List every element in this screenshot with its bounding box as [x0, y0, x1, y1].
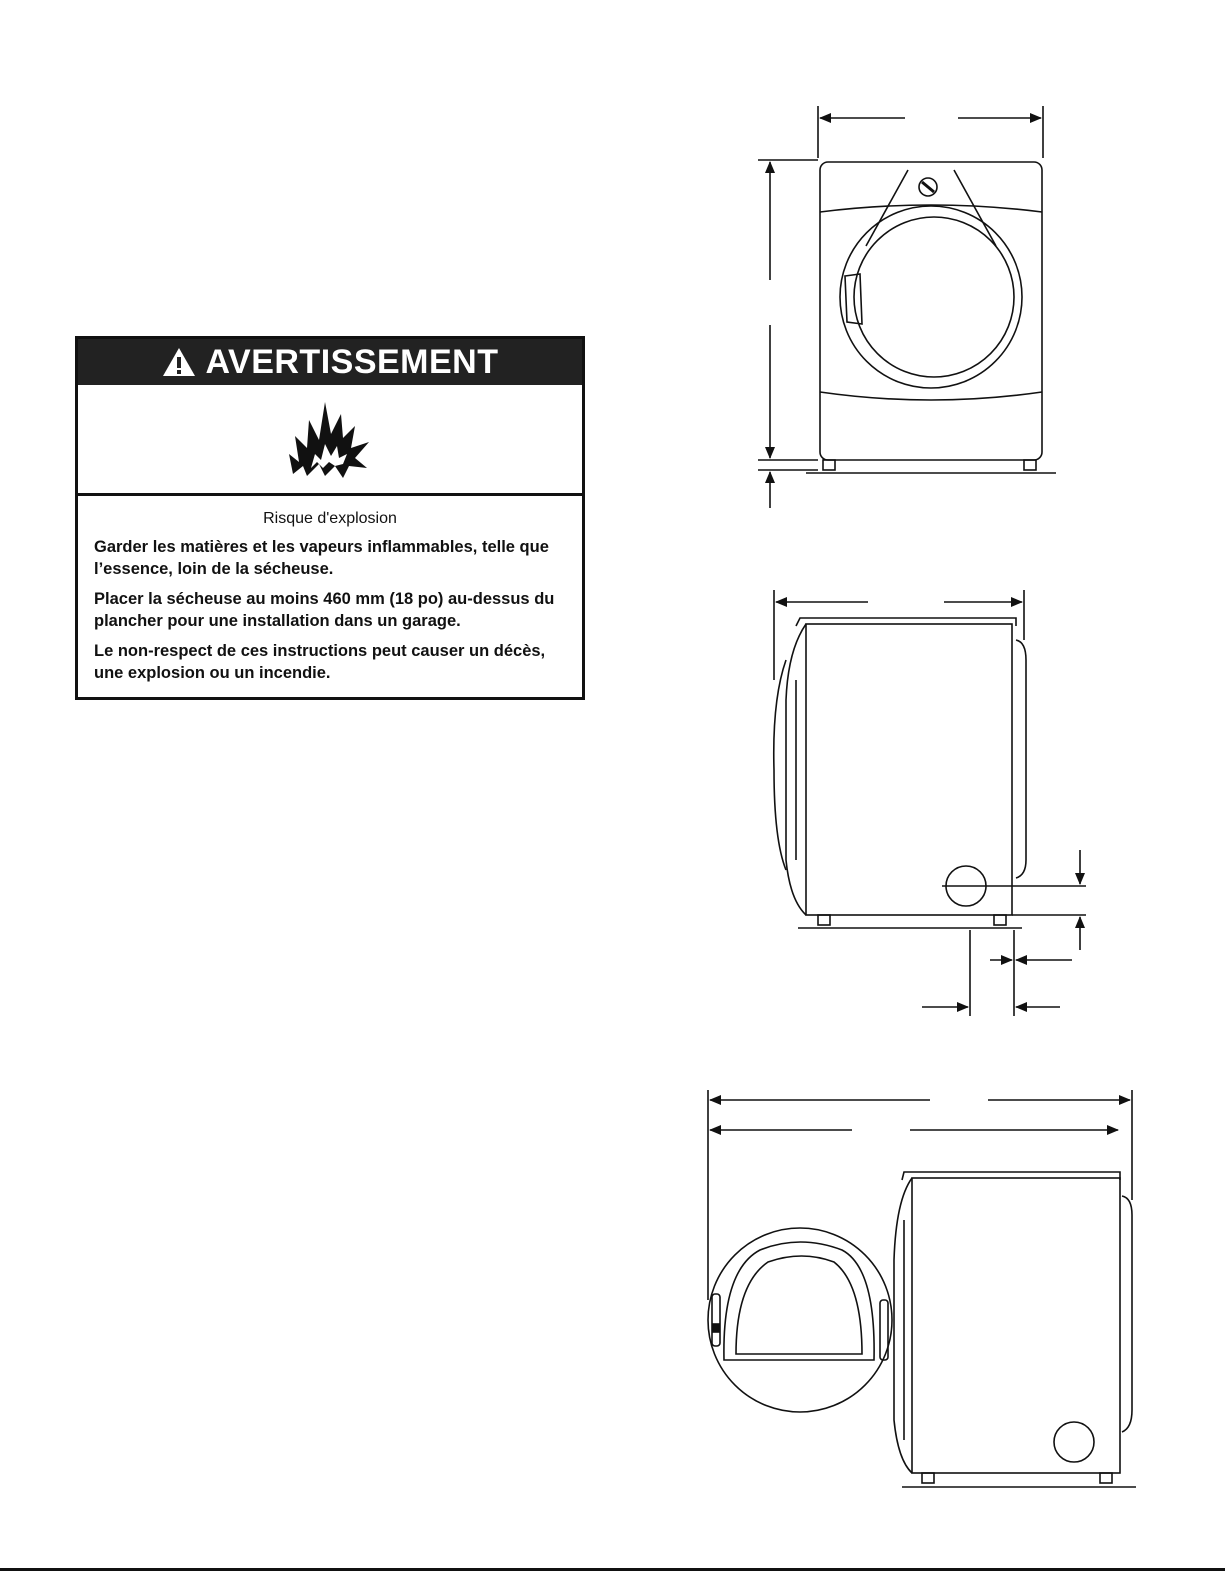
warning-line-2: Placer la sécheuse au moins 460 mm (18 po) au-dessus du plancher pour une installation dans un garage. [94, 590, 555, 630]
page-bottom-rule [0, 1568, 1225, 1571]
warning-heading: AVERTISSEMENT [205, 342, 499, 381]
door-open-view-drawing [708, 1090, 1136, 1487]
warning-line-1: Garder les matières et les vapeurs inflammables, telle que l’essence, loin de la sécheuse. [94, 538, 549, 578]
warning-line-3: Le non-respect de ces instructions peut causer un décès, une explosion ou un incendie. [94, 642, 546, 682]
front-view-drawing [758, 106, 1056, 508]
side-view-drawing [774, 590, 1086, 1016]
warning-title: Risque d'explosion [263, 510, 397, 527]
